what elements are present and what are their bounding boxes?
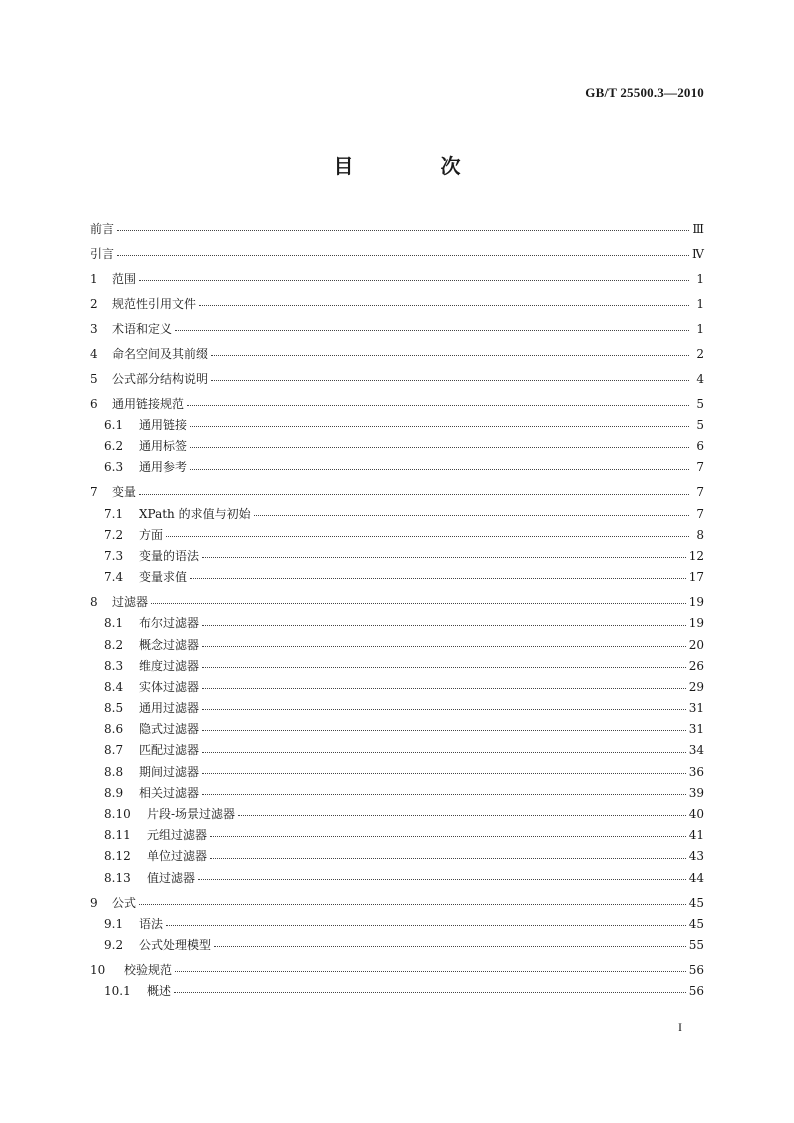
toc-entry-page: 44 bbox=[688, 870, 704, 885]
toc-entry-page: 7 bbox=[696, 506, 704, 521]
toc-entry-page: 34 bbox=[688, 743, 704, 758]
dot-leader bbox=[190, 469, 689, 470]
dot-leader bbox=[202, 730, 686, 731]
toc-entry[interactable] bbox=[90, 677, 704, 698]
toc-entry[interactable] bbox=[90, 567, 704, 588]
toc-entry-label: 通用标签 bbox=[139, 439, 188, 454]
toc-entry-number: 9.2 bbox=[104, 937, 124, 952]
toc-entry-number: 10.1 bbox=[104, 984, 131, 999]
toc-entry[interactable] bbox=[90, 846, 704, 867]
toc-entry-label: 公式处理模型 bbox=[139, 937, 212, 952]
toc-entry[interactable] bbox=[90, 457, 704, 478]
toc-entry[interactable] bbox=[90, 504, 704, 525]
toc-entry[interactable] bbox=[90, 698, 704, 719]
toc-entry[interactable] bbox=[90, 592, 704, 613]
toc-entry-label: 规范性引用文件 bbox=[112, 296, 197, 311]
toc-entry-number: 4 bbox=[90, 346, 98, 361]
toc-entry-page: 31 bbox=[688, 722, 704, 737]
toc-entry[interactable] bbox=[90, 294, 704, 315]
dot-leader bbox=[117, 230, 689, 231]
toc-entry-label: 公式 bbox=[112, 895, 137, 910]
toc-entry[interactable] bbox=[90, 868, 704, 889]
toc-entry-number: 8.4 bbox=[104, 679, 124, 694]
toc-entry-page: 6 bbox=[696, 439, 704, 454]
toc-entry[interactable] bbox=[90, 719, 704, 740]
toc-entry-label: 通用链接规范 bbox=[112, 396, 185, 411]
toc-entry-label: 布尔过滤器 bbox=[139, 616, 200, 631]
dot-leader bbox=[202, 688, 686, 689]
toc-entry[interactable] bbox=[90, 525, 704, 546]
dot-leader bbox=[210, 858, 686, 859]
toc-entry-number: 7 bbox=[90, 485, 98, 500]
toc-entry-page: 55 bbox=[688, 937, 704, 952]
dot-leader bbox=[139, 280, 689, 281]
toc-entry[interactable] bbox=[90, 635, 704, 656]
toc-entry-label: 方面 bbox=[139, 527, 164, 542]
dot-leader bbox=[175, 971, 686, 972]
toc-entry[interactable] bbox=[90, 394, 704, 415]
toc-entry-label: 引言 bbox=[90, 246, 115, 261]
toc-entry[interactable] bbox=[90, 482, 704, 503]
dot-leader bbox=[202, 773, 686, 774]
toc-entry-page: 39 bbox=[688, 785, 704, 800]
toc-entry[interactable] bbox=[90, 319, 704, 340]
toc-entry-label: 概念过滤器 bbox=[139, 637, 200, 652]
dot-leader bbox=[166, 536, 689, 537]
toc-entry-number: 5 bbox=[90, 371, 98, 386]
toc-entry[interactable] bbox=[90, 935, 704, 956]
dot-leader bbox=[254, 515, 689, 516]
toc-entry-page: 41 bbox=[688, 828, 704, 843]
toc-entry-label: 通用参考 bbox=[139, 460, 188, 475]
toc-entry[interactable] bbox=[90, 219, 704, 240]
toc-entry-page: 1 bbox=[696, 321, 704, 336]
toc-entry-number: 7.4 bbox=[104, 570, 124, 585]
toc-entry-number: 8.3 bbox=[104, 658, 124, 673]
toc-entry-number: 8.2 bbox=[104, 637, 124, 652]
dot-leader bbox=[202, 752, 686, 753]
toc-entry-number: 6.2 bbox=[104, 439, 124, 454]
toc-entry-label: 元组过滤器 bbox=[147, 828, 208, 843]
toc-entry-page: 29 bbox=[688, 679, 704, 694]
toc-entry-page: 12 bbox=[688, 549, 704, 563]
toc-entry[interactable] bbox=[90, 613, 704, 634]
toc-entry-page: 36 bbox=[688, 764, 704, 779]
toc-entry-label: 命名空间及其前缀 bbox=[112, 346, 209, 361]
dot-leader bbox=[139, 494, 689, 495]
toc-entry-label: 术语和定义 bbox=[112, 321, 173, 336]
toc-entry-page: 7 bbox=[696, 485, 704, 500]
dot-leader bbox=[202, 625, 686, 626]
toc-entry-page: 5 bbox=[696, 418, 704, 433]
toc-entry-label: 变量求值 bbox=[139, 570, 188, 585]
toc-entry[interactable] bbox=[90, 804, 704, 825]
toc-entry-page: 7 bbox=[696, 460, 704, 475]
toc-entry-label: 通用过滤器 bbox=[139, 701, 200, 716]
dot-leader bbox=[190, 426, 689, 427]
dot-leader bbox=[202, 794, 686, 795]
dot-leader bbox=[211, 355, 689, 356]
toc-entry-number: 1 bbox=[90, 271, 98, 286]
toc-entry-label: 通用链接 bbox=[139, 418, 188, 433]
toc-entry-label: 维度过滤器 bbox=[139, 658, 200, 673]
toc-entry-number: 7.3 bbox=[104, 549, 124, 563]
toc-entry[interactable] bbox=[90, 825, 704, 846]
toc-entry-label: 期间过滤器 bbox=[139, 764, 200, 779]
dot-leader bbox=[151, 603, 686, 604]
page-number: I bbox=[678, 1020, 682, 1034]
toc-entry[interactable] bbox=[90, 740, 704, 761]
toc-entry-label: XPath 的求值与初始 bbox=[139, 506, 251, 521]
toc-entry[interactable] bbox=[90, 244, 704, 265]
toc-entry[interactable] bbox=[90, 436, 704, 457]
toc-entry[interactable] bbox=[90, 369, 704, 390]
toc-entry-number: 8.5 bbox=[104, 701, 124, 716]
toc-entry-label: 片段-场景过滤器 bbox=[147, 807, 236, 822]
toc-entry[interactable] bbox=[90, 344, 704, 365]
dot-leader bbox=[187, 405, 689, 406]
toc-entry[interactable] bbox=[90, 893, 704, 914]
toc-entry-page: 45 bbox=[688, 895, 704, 910]
toc-entry-number: 9.1 bbox=[104, 916, 124, 931]
dot-leader bbox=[202, 646, 686, 647]
toc-entry-label: 语法 bbox=[139, 916, 164, 931]
toc-entry-page: 4 bbox=[696, 371, 704, 386]
dot-leader bbox=[174, 992, 686, 993]
toc-entry-number: 10 bbox=[90, 962, 106, 977]
toc-entry-label: 匹配过滤器 bbox=[139, 743, 200, 758]
dot-leader bbox=[210, 836, 686, 837]
toc-entry[interactable] bbox=[90, 656, 704, 677]
toc-entry-label: 校验规范 bbox=[124, 962, 173, 977]
toc-entry-number: 8.8 bbox=[104, 764, 124, 779]
toc-entry-page: 40 bbox=[688, 807, 704, 822]
toc-entry-number: 8.12 bbox=[104, 849, 131, 864]
toc-entry-label: 公式部分结构说明 bbox=[112, 371, 209, 386]
toc-entry-number: 7.1 bbox=[104, 506, 124, 521]
page-title: 目 次 bbox=[333, 154, 501, 178]
toc-entry-page: 5 bbox=[696, 396, 704, 411]
dot-leader bbox=[117, 255, 689, 256]
toc-entry-label: 变量 bbox=[112, 485, 137, 500]
toc-entry-number: 8.6 bbox=[104, 722, 124, 737]
toc-entry-page: 1 bbox=[696, 271, 704, 286]
toc-entry-number: 3 bbox=[90, 321, 98, 336]
toc-entry[interactable] bbox=[90, 914, 704, 935]
toc-entry-number: 8.9 bbox=[104, 785, 124, 800]
dot-leader bbox=[190, 447, 689, 448]
toc-entry-number: 8.13 bbox=[104, 870, 131, 885]
table-of-contents bbox=[90, 219, 704, 1002]
toc-entry-number: 9 bbox=[90, 895, 98, 910]
toc-entry-number: 8.11 bbox=[104, 828, 131, 843]
dot-leader bbox=[139, 904, 686, 905]
dot-leader bbox=[238, 815, 686, 816]
toc-entry-number: 6.3 bbox=[104, 460, 124, 475]
toc-entry[interactable] bbox=[90, 981, 704, 1002]
toc-entry-page: 45 bbox=[688, 916, 704, 931]
dot-leader bbox=[211, 380, 689, 381]
dot-leader bbox=[214, 946, 686, 947]
toc-entry[interactable] bbox=[90, 269, 704, 290]
toc-entry-page: 56 bbox=[688, 984, 704, 999]
toc-entry-label: 相关过滤器 bbox=[139, 785, 200, 800]
dot-leader bbox=[202, 557, 686, 558]
dot-leader bbox=[175, 330, 689, 331]
toc-entry[interactable] bbox=[90, 762, 704, 783]
toc-entry-page: 1 bbox=[696, 296, 704, 311]
standard-code: GB/T 25500.3—2010 bbox=[585, 85, 704, 100]
toc-entry-number: 8 bbox=[90, 595, 98, 610]
toc-entry-page: 8 bbox=[696, 527, 704, 542]
toc-entry-label: 范围 bbox=[112, 271, 137, 286]
toc-entry-page: Ⅳ bbox=[692, 246, 704, 261]
toc-entry-number: 8.1 bbox=[104, 616, 124, 631]
toc-entry-page: Ⅲ bbox=[692, 222, 704, 236]
dot-leader bbox=[202, 667, 686, 668]
toc-entry-page: 56 bbox=[688, 962, 704, 977]
dot-leader bbox=[190, 578, 686, 579]
toc-entry[interactable] bbox=[90, 546, 704, 567]
toc-entry-label: 前言 bbox=[90, 222, 115, 236]
toc-entry[interactable] bbox=[90, 415, 704, 436]
toc-entry-label: 实体过滤器 bbox=[139, 679, 200, 694]
dot-leader bbox=[166, 925, 686, 926]
dot-leader bbox=[202, 709, 686, 710]
toc-entry-page: 19 bbox=[688, 616, 704, 631]
toc-entry-label: 变量的语法 bbox=[139, 549, 200, 563]
toc-entry-page: 19 bbox=[688, 595, 704, 610]
toc-entry-number: 2 bbox=[90, 296, 98, 311]
dot-leader bbox=[198, 879, 686, 880]
toc-entry-page: 2 bbox=[696, 346, 704, 361]
toc-entry-number: 6 bbox=[90, 396, 98, 411]
toc-entry-number: 8.7 bbox=[104, 743, 124, 758]
toc-entry-page: 31 bbox=[688, 701, 704, 716]
toc-entry[interactable] bbox=[90, 783, 704, 804]
dot-leader bbox=[199, 305, 689, 306]
toc-entry-label: 概述 bbox=[147, 984, 172, 999]
toc-entry-number: 8.10 bbox=[104, 807, 131, 822]
toc-entry-page: 17 bbox=[688, 570, 704, 585]
toc-entry-number: 7.2 bbox=[104, 527, 124, 542]
toc-entry-label: 单位过滤器 bbox=[147, 849, 208, 864]
toc-entry-number: 6.1 bbox=[104, 418, 124, 433]
toc-entry-page: 43 bbox=[688, 849, 704, 864]
toc-entry-label: 隐式过滤器 bbox=[139, 722, 200, 737]
toc-entry[interactable] bbox=[90, 960, 704, 981]
toc-entry-label: 值过滤器 bbox=[147, 870, 196, 885]
toc-entry-label: 过滤器 bbox=[112, 595, 149, 610]
toc-entry-page: 26 bbox=[688, 658, 704, 673]
toc-entry-page: 20 bbox=[688, 637, 704, 652]
